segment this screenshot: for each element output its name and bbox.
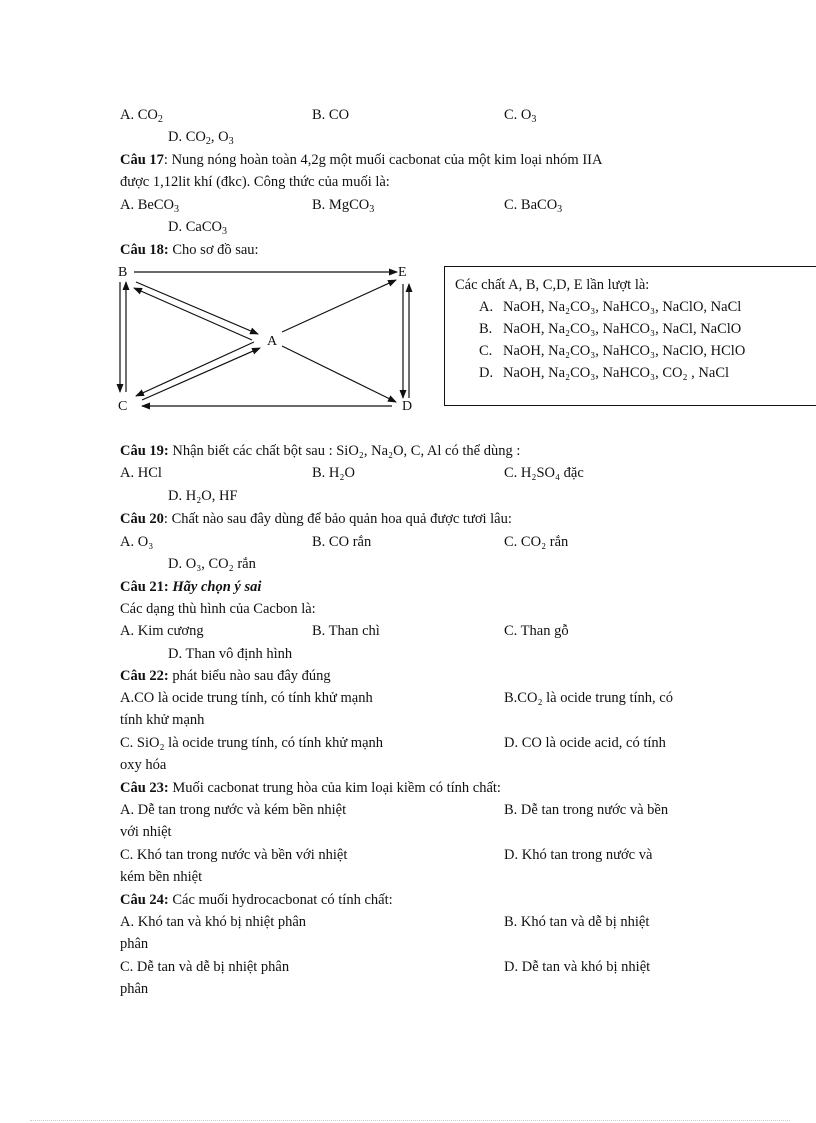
q21-option-c[interactable]: C. Than gỗ <box>504 623 569 639</box>
q23-option-b[interactable]: B. Dễ tan trong nước và bền <box>504 802 669 818</box>
q18-option-a[interactable]: A. NaOH, Na₂CO₃, NaHCO₃, NaClO, NaCl <box>479 299 742 315</box>
node-c: C <box>118 399 128 414</box>
q24-option-b[interactable]: B. Khó tan và dễ bị nhiệt <box>504 914 650 930</box>
node-e: E <box>398 265 407 280</box>
q23-option-c[interactable]: C. Khó tan trong nước và bền với nhiệt <box>120 847 348 863</box>
arrow-a-to-c <box>136 342 254 396</box>
q22-option-d-cont[interactable]: oxy hóa <box>120 757 167 773</box>
q24-option-c-cont[interactable]: phân <box>120 981 149 997</box>
reaction-diagram <box>112 262 422 414</box>
q23-stem: Câu 23: Muối cacbonat trung hòa của kim loại kiềm có tính chất: <box>120 780 501 796</box>
q18-choices-box <box>444 266 816 406</box>
q18-option-b[interactable]: B. NaOH, Na₂CO₃, NaHCO₃, NaCl, NaClO <box>479 321 742 337</box>
q20-stem: Câu 20: Chất nào sau đây dùng để bảo quản hoa quả được tươi lâu: <box>120 511 512 527</box>
q17-option-d[interactable]: D. CaCO$_3$ <box>168 219 227 237</box>
page-bottom-divider <box>30 1120 790 1121</box>
q23-option-b-cont[interactable]: với nhiệt <box>120 824 172 840</box>
q17-option-c[interactable]: C. BaCO$_3$ <box>504 197 563 215</box>
q18-option-c[interactable]: C. NaOH, Na₂CO₃, NaHCO₃, NaClO, HClO <box>479 343 746 359</box>
q23-option-d[interactable]: D. Khó tan trong nước và <box>504 847 653 863</box>
q19-option-b[interactable]: B. H₂O <box>312 465 355 481</box>
q24-option-a[interactable]: A. Khó tan và khó bị nhiệt phân <box>120 914 307 930</box>
node-d: D <box>402 399 413 414</box>
q24-option-a-cont[interactable]: phân <box>120 936 149 952</box>
q21-option-a[interactable]: A. Kim cương <box>120 623 204 639</box>
q18-box-title: Các chất A, B, C,D, E lần lượt là: <box>455 277 650 293</box>
q21-option-d[interactable]: D. Than vô định hình <box>168 646 293 662</box>
q17-stem: Câu 17: Nung nóng hoàn toàn 4,2g một muối cacbonat của một kim loại nhóm IIA <box>120 152 603 168</box>
q18-stem: Câu 18: Cho sơ đồ sau: <box>120 242 259 258</box>
q24-option-c[interactable]: C. Dễ tan và dễ bị nhiệt phân <box>120 959 290 975</box>
q17-stem-cont: được 1,12lit khí (đkc). Công thức của muối là: <box>120 174 390 190</box>
q19-option-c[interactable]: C. H₂SO₄ đặc <box>504 465 584 481</box>
q20-option-d[interactable]: D. O₃, CO₂ rắn <box>168 556 256 572</box>
q23-option-a[interactable]: A. Dễ tan trong nước và kém bền nhiệt <box>120 802 347 818</box>
q20-option-b[interactable]: B. CO rắn <box>312 534 372 550</box>
arrow-c-to-a <box>142 348 260 400</box>
q22-option-a[interactable]: A.CO là ocide trung tính, có tính khử mạnh <box>120 690 373 706</box>
q22-option-b-cont[interactable]: tính khử mạnh <box>120 712 205 728</box>
arrow-b-to-a <box>136 282 258 334</box>
q22-option-d[interactable]: D. CO là ocide acid, có tính <box>504 735 666 751</box>
arrow-a-to-b <box>134 288 252 340</box>
q24-option-d[interactable]: D. Dễ tan và khó bị nhiệt <box>504 959 651 975</box>
q23-option-d-cont[interactable]: kém bền nhiệt <box>120 869 203 885</box>
q21-option-b[interactable]: B. Than chì <box>312 623 380 639</box>
q19-option-a[interactable]: A. HCl <box>120 465 162 481</box>
q22-stem: Câu 22: phát biểu nào sau đây đúng <box>120 668 331 684</box>
q20-option-a[interactable]: A. O₃ <box>120 534 154 550</box>
q16-option-c[interactable]: C. $O_3$ <box>504 107 537 125</box>
arrow-a-to-e <box>282 280 396 332</box>
q22-option-b[interactable]: B.CO₂ là ocide trung tính, có <box>504 690 673 706</box>
q19-option-d[interactable]: D. H₂O, HF <box>168 488 238 504</box>
node-b: B <box>118 265 128 280</box>
q17-option-a[interactable]: A. BeCO$_3$ <box>120 197 179 215</box>
q21-stem-cont: Các dạng thù hình của Cacbon là: <box>120 601 316 617</box>
q19-stem: Câu 19: Nhận biết các chất bột sau : SiO₂, Na₂O, C, Al có thể dùng : <box>120 443 521 459</box>
q18-option-d[interactable]: D. NaOH, Na₂CO₃, NaHCO₃, CO₂ , NaCl <box>479 365 730 381</box>
q16-option-b[interactable]: B. CO <box>312 107 350 123</box>
node-a: A <box>267 334 278 349</box>
q21-stem: Câu 21: Hãy chọn ý sai <box>120 579 262 595</box>
q17-option-b[interactable]: B. MgCO$_3$ <box>312 197 375 215</box>
q20-option-c[interactable]: C. CO₂ rắn <box>504 534 569 550</box>
q22-option-c[interactable]: C. SiO₂ là ocide trung tính, có tính khử mạnh <box>120 735 384 751</box>
arrow-a-to-d <box>282 346 396 402</box>
q16-option-d[interactable]: D. $CO_2$, $O_3$ <box>168 129 234 147</box>
q16-option-a[interactable]: A. $CO_2$ <box>120 107 163 125</box>
q24-stem: Câu 24: Các muối hydrocacbonat có tính chất: <box>120 892 393 908</box>
